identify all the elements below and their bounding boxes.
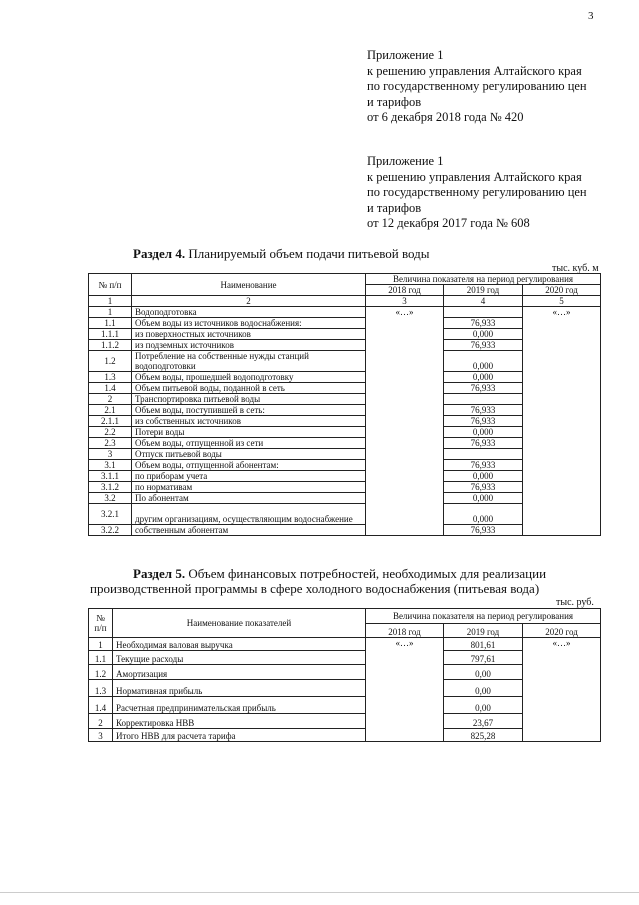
- row-name: Потери воды: [132, 427, 366, 438]
- table-row: [89, 637, 601, 651]
- annex-line: от 12 декабря 2017 года № 608: [367, 216, 530, 230]
- row-name: Транспортировка питьевой воды: [132, 394, 366, 405]
- header-num: № п/п: [89, 609, 113, 638]
- row-name: Объем питьевой воды, поданной в сеть: [132, 383, 366, 394]
- value-2020-ellipsis: «…»: [523, 637, 601, 742]
- row-name: Объем воды, отпущенной из сети: [132, 438, 366, 449]
- row-value-2019: 76,933: [444, 383, 523, 394]
- col-index: 5: [523, 296, 601, 307]
- row-num: 3.1: [89, 460, 132, 471]
- row-value-2019: 76,933: [444, 482, 523, 493]
- annex-line: и тарифов: [367, 200, 422, 215]
- annex-line: и тарифов: [367, 94, 422, 109]
- row-num: 1.1: [89, 651, 113, 665]
- row-value-2019: 0,00: [444, 696, 523, 713]
- row-num: 2: [89, 394, 132, 405]
- row-num: 3.2.2: [89, 525, 132, 536]
- value-2018-ellipsis: «…»: [366, 307, 444, 536]
- page-bottom-rule: [0, 892, 639, 893]
- annex-block-2018: [367, 48, 629, 126]
- header-2020: 2020 год: [523, 624, 601, 638]
- col-index: 1: [89, 296, 132, 307]
- row-num: 2.1: [89, 405, 132, 416]
- row-name: по нормативам: [132, 482, 366, 493]
- value-2020-ellipsis: «…»: [523, 307, 601, 536]
- row-name: из собственных источников: [132, 416, 366, 427]
- row-num: 1.2: [89, 664, 113, 679]
- annex-line: к решению управления Алтайского края: [367, 63, 582, 78]
- section4-title-text: Планируемый объем подачи питьевой воды: [188, 246, 430, 261]
- col-index: 4: [444, 296, 523, 307]
- row-num: 1: [89, 307, 132, 318]
- row-num: 1.4: [89, 383, 132, 394]
- header-period: Величина показателя на период регулирования: [366, 609, 601, 624]
- section4-table: [88, 273, 601, 536]
- section5-title-line2: производственной программы в сфере холодного водоснабжения (питьевая вода): [90, 581, 540, 596]
- row-value-2019: 76,933: [444, 318, 523, 329]
- row-num: 3.1.1: [89, 471, 132, 482]
- row-value-2019: 801,61: [444, 637, 523, 651]
- row-num: 3.2.1: [89, 504, 132, 525]
- section5-table: [88, 608, 601, 742]
- annex-line: Приложение 1: [367, 154, 444, 168]
- row-num: 1.4: [89, 696, 113, 713]
- row-name: по приборам учета: [132, 471, 366, 482]
- row-num: 1.3: [89, 679, 113, 696]
- annex-block-2017: [367, 154, 629, 232]
- annex-line: по государственному регулированию цен: [367, 185, 587, 199]
- row-name: Объем воды, прошедшей водоподготовку: [132, 372, 366, 383]
- row-value-2019: 0,00: [444, 664, 523, 679]
- row-num: 1: [89, 637, 113, 651]
- row-name: Объем воды из источников водоснабжения:: [132, 318, 366, 329]
- section4-label: Раздел 4.: [133, 246, 186, 261]
- row-num: 3.2: [89, 493, 132, 504]
- section5-title-text: Объем финансовых потребностей, необходимых для реализации: [188, 566, 547, 581]
- row-name: Потребление на собственные нужды станций водоподготовки: [132, 351, 366, 372]
- row-name: другим организациям, осуществляющим водоснабжение: [132, 504, 366, 525]
- annex-line: от 6 декабря 2018 года № 420: [367, 110, 524, 124]
- header-2019: 2019 год: [444, 285, 523, 296]
- header-2019: 2019 год: [444, 624, 523, 638]
- row-value-2019: 76,933: [444, 416, 523, 427]
- row-name: Итого НВВ для расчета тарифа: [113, 728, 366, 742]
- row-value-2019: 0,00: [444, 679, 523, 696]
- row-name: из поверхностных источников: [132, 329, 366, 340]
- header-name: Наименование показателей: [113, 609, 366, 638]
- row-num: 1.1: [89, 318, 132, 329]
- row-name: По абонентам: [132, 493, 366, 504]
- row-value-2019: 0,000: [444, 493, 523, 504]
- row-num: 3.1.2: [89, 482, 132, 493]
- row-name: Нормативная прибыль: [113, 679, 366, 696]
- row-value-2019: 0,000: [444, 471, 523, 482]
- row-value-2019: 0,000: [444, 351, 523, 372]
- row-value-2019: 23,67: [444, 713, 523, 728]
- row-name: Расчетная предпринимательская прибыль: [113, 696, 366, 713]
- table-row: [89, 307, 601, 318]
- section4-unit: тыс. куб. м: [552, 263, 599, 274]
- row-value-2019: 76,933: [444, 340, 523, 351]
- value-2018-ellipsis: «…»: [366, 637, 444, 742]
- annex-line: по государственному регулированию цен: [367, 79, 587, 93]
- row-name: собственным абонентам: [132, 525, 366, 536]
- row-num: 1.1.1: [89, 329, 132, 340]
- col-index: 3: [366, 296, 444, 307]
- annex-line: к решению управления Алтайского края: [367, 169, 582, 184]
- row-name: Корректировка НВВ: [113, 713, 366, 728]
- header-name: Наименование: [132, 274, 366, 296]
- row-value-2019: [444, 307, 523, 318]
- row-value-2019: 76,933: [444, 438, 523, 449]
- row-value-2019: [444, 449, 523, 460]
- row-num: 2.2: [89, 427, 132, 438]
- section5-unit: тыс. руб.: [556, 597, 594, 608]
- header-2018: 2018 год: [366, 285, 444, 296]
- row-value-2019: 0,000: [444, 372, 523, 383]
- header-num: № п/п: [89, 274, 132, 296]
- row-name: из подземных источников: [132, 340, 366, 351]
- row-name: Объем воды, поступившей в сеть:: [132, 405, 366, 416]
- row-value-2019: 0,000: [444, 427, 523, 438]
- annex-line: Приложение 1: [367, 48, 444, 62]
- row-value-2019: 797,61: [444, 651, 523, 665]
- section4-title: [133, 246, 430, 262]
- row-name: Необходимая валовая выручка: [113, 637, 366, 651]
- row-value-2019: 76,933: [444, 525, 523, 536]
- header-period: Величина показателя на период регулирования: [366, 274, 601, 285]
- row-num: 2.3: [89, 438, 132, 449]
- page-number: 3: [588, 10, 594, 22]
- row-name: Амортизация: [113, 664, 366, 679]
- row-num: 1.3: [89, 372, 132, 383]
- row-num: 2.1.1: [89, 416, 132, 427]
- col-index: 2: [132, 296, 366, 307]
- section5-label: Раздел 5.: [133, 566, 186, 581]
- row-name: Текущие расходы: [113, 651, 366, 665]
- row-num: 3: [89, 449, 132, 460]
- row-num: 1.2: [89, 351, 132, 372]
- row-num: 3: [89, 728, 113, 742]
- row-name: Отпуск питьевой воды: [132, 449, 366, 460]
- header-2018: 2018 год: [366, 624, 444, 638]
- row-value-2019: [444, 394, 523, 405]
- section5-title-line1: [133, 566, 546, 582]
- row-value-2019: 0,000: [444, 504, 523, 525]
- row-name: Объем воды, отпущенной абонентам:: [132, 460, 366, 471]
- row-value-2019: 76,933: [444, 405, 523, 416]
- header-2020: 2020 год: [523, 285, 601, 296]
- row-value-2019: 0,000: [444, 329, 523, 340]
- row-name: Водоподготовка: [132, 307, 366, 318]
- row-num: 2: [89, 713, 113, 728]
- row-value-2019: 76,933: [444, 460, 523, 471]
- row-num: 1.1.2: [89, 340, 132, 351]
- row-value-2019: 825,28: [444, 728, 523, 742]
